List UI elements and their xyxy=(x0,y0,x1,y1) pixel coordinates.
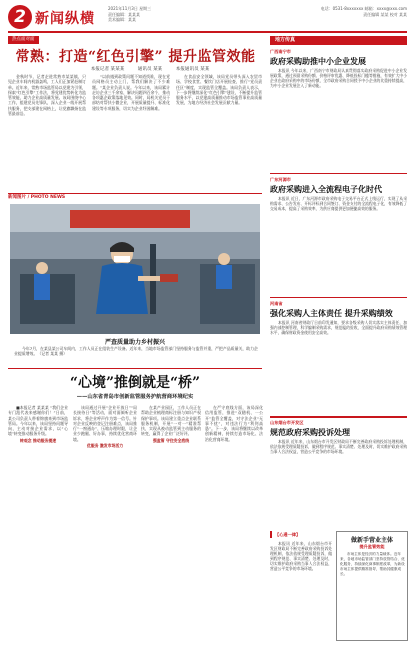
story2-subhead-c: 强监管 守住安全底线 xyxy=(152,437,190,443)
section-title: 新闻纵横 xyxy=(35,11,95,27)
right-article-1: 本报讯 今年以来，广西南宁市财政局认真贯彻落实政府采购促进中小企业发展政策，通过预留采购份额、价格评审优惠、降低投标门槛等措施，有效扩大中小企业在政府采购中的市场份额，全市政府采购合同授予中小企业的比重持续提高，为中小企业发展注入了新动能。 xyxy=(270,68,407,89)
story2-column-1: ■本报记者 某某某 “我们企业专门派代表来感谢你们！”日前，某公司负责人带着锦旗来到市场监管局。今年以来，该局坚持问题导向，主动对接企业需求，以“心境”转变推动服务升级。 转观念 推动服务提速 xyxy=(8,405,68,443)
right-location-1: 广西南宁市 xyxy=(270,49,291,54)
commentary-text: 市场主体是经济的力量载体。近年来，各地市场监管部门坚持放管结合、优化服务，持续深化商事制度改革，为新设市场主体提供精准指导，帮助其健康成长。 xyxy=(340,552,405,576)
section-number-logo: 2 xyxy=(8,5,32,29)
story2-subheadline: ——山东省青岛市创新监管服务护航营商环境纪实 xyxy=(76,394,194,400)
masthead xyxy=(0,0,415,34)
right-article-3: 本报讯 河南省财政厅日前印发通知，要求各级采购人切实落实主体责任，加强内部控制管理，科学编制采购需求，规范履约验收，全面提升政府采购绩效管理水平，确保财政资金使用安全高效。 xyxy=(270,320,407,336)
right-headline-4: 规范政府采购投诉处理 xyxy=(270,427,350,437)
right-headline-3: 强化采购人主体责任 提升采购绩效 xyxy=(270,308,393,318)
commentary-headline: 做新手营业主体 xyxy=(350,537,393,544)
column-tag: 【心通一律】 xyxy=(270,531,300,538)
right-divider-3 xyxy=(270,416,407,418)
commentary-subheadline: 提升监管效能 xyxy=(359,544,385,549)
section-tag: 热点面对面 xyxy=(8,36,39,44)
photo-caption: 今年7月，在某县某公司车间内，工作人员正在组装生产设备。近年来，当地市场监管部门坚持服务与监管并重，严把产品质量关，助力企业提质增效。（记者 某某 摄） xyxy=(14,346,258,357)
story2-subhead-b: 优服务 激发市场活力 xyxy=(86,443,124,449)
story2-subhead-a: 转观念 推动服务提速 xyxy=(19,437,57,443)
right-location-2: 广东河源市 xyxy=(270,177,291,182)
news-photo xyxy=(10,204,260,334)
right-divider-1 xyxy=(270,173,407,174)
right-headline-1: 政府采购助推中小企业发展 xyxy=(270,56,366,66)
story2-headline: “心境”推倒就是“桥” xyxy=(69,375,201,391)
photo-caption-title: 严查质量助力乡村振兴 xyxy=(104,339,165,346)
story2-column-3: 在某产业园区，工作人员正在帮助企业梳理商标注册与知识产权保护事项。该局建立重点企业联系服务机制，开展“一对一”精准帮扶，实现从被动监管到主动服务的转变，赢得了企业广泛好评。 强监管 守住安全底线 xyxy=(141,405,201,443)
photo-news-label: 新闻图片 / PHOTO NEWS xyxy=(8,193,262,201)
masthead-rule xyxy=(8,31,407,33)
right-article-5: 本报讯 近年来，山东烟台市开发区财政局不断完善政府采购投诉处理机制，依法依规受理质疑投诉，做到程序规范、事实清楚、处理及时，切实维护政府采购当事人合法权益，营造公平竞争的市场环境。 xyxy=(270,541,332,572)
right-article-4: 本报讯 近年来，山东烟台市开发区财政局不断完善政府采购投诉处理机制，依法依规受理质疑投诉，做到程序规范、事实清楚、处理及时，切实维护政府采购当事人合法权益，营造公平竞争的市场环境。 xyxy=(270,439,407,455)
byline: 本报记者 某某某 通讯员 某某 本报通讯员 某某 xyxy=(90,67,210,72)
right-headline-2: 政府采购进入全流程电子化时代 xyxy=(270,184,382,194)
right-location-4: 山东烟台市开发区 xyxy=(270,420,304,425)
main-headline: 常熟：打造“红色引擎” 提升监管效能 xyxy=(15,49,256,65)
right-divider-2 xyxy=(270,297,407,298)
factory-worker-illustration xyxy=(10,204,260,334)
story2-column-4: 在严守底线方面，该局深化信用监管，推进“双随机、一公开”监管全覆盖，对守法企业“无事不扰”，对违法行为“利剑高悬”。下一步，该局将继续以改革创新精神，持续打造市场化、法治化营商环境。 xyxy=(205,405,263,442)
right-article-2: 本报讯 近日，广东河源市政府采购电子交易平台正式上线运行，实现了从采购需求、公告发布、开标评标到合同签订、资金支付的全流程电子化，有效降低了交易成本，提高了采购效率，为供应商提供更加便捷高效的服务。 xyxy=(270,196,407,212)
story2-column-2: 该局通过开展“企业开放日”“局长接待日”等活动，面对面倾听企业诉求，将企业呼声作为第一信号。针对企业反映的登记注册难点，该局推行“一窗通办”，压缩办理时限，让企业少跑腿、好办事，持续优化营商环境。 优服务 激发市场活力 xyxy=(73,405,137,449)
main-column-2: “以前遇到政策问题不知道找谁，现在党员网格员主动上门，帮我们解决了不少难题。”某企业负责人说。今年以来，该局累计走访企业三千余家，解决问题四百余个，推动各项惠企政策落地见效。同时，局机关党员干部结对帮扶小微企业，开展质量提升、标准化建设等专项服务，切实为企业纾困解难。 xyxy=(92,74,170,111)
story-divider xyxy=(8,368,262,369)
main-column-1: 金秋时节，记者走进常熟市某某镇，只见企业车间内机器轰鸣，工人们正加紧赶制订单。近年来，常熟市场监管局以党建为引领，探索“红色引擎”工作法，将党建优势转化为监管效能，助力企业高质量发展。该局围绕中心工作，组建党员先锋队，深入企业一线开展帮扶服务，把支部建在网格上，让党旗飘扬在监管最前沿。 xyxy=(8,74,86,117)
masthead-info: 2021年11月3日 星期三 责任编辑：某某某 美术编辑：某某 xyxy=(108,6,152,22)
masthead-contact: 电话：0531-8xxxxxxx 邮箱：xxxx@xxx.com 责任编辑 某某 校对 某某 xyxy=(320,6,407,17)
commentary-box xyxy=(336,531,408,641)
right-section-bar: 地方传真 xyxy=(270,36,407,45)
main-column-3: 在食品安全领域，该局党员带头深入农贸市场、学校食堂、餐饮门店开展检查，推行“党员责任区”制度，实现监管全覆盖。该局负责人表示，下一步将继续深化“红色引擎”建设，不断提升监管服务水平，以党建高质量推动市场监管事业高质量发展，为地方经济社会发展贡献力量。 xyxy=(176,74,262,106)
right-location-3: 河南省 xyxy=(270,301,283,306)
